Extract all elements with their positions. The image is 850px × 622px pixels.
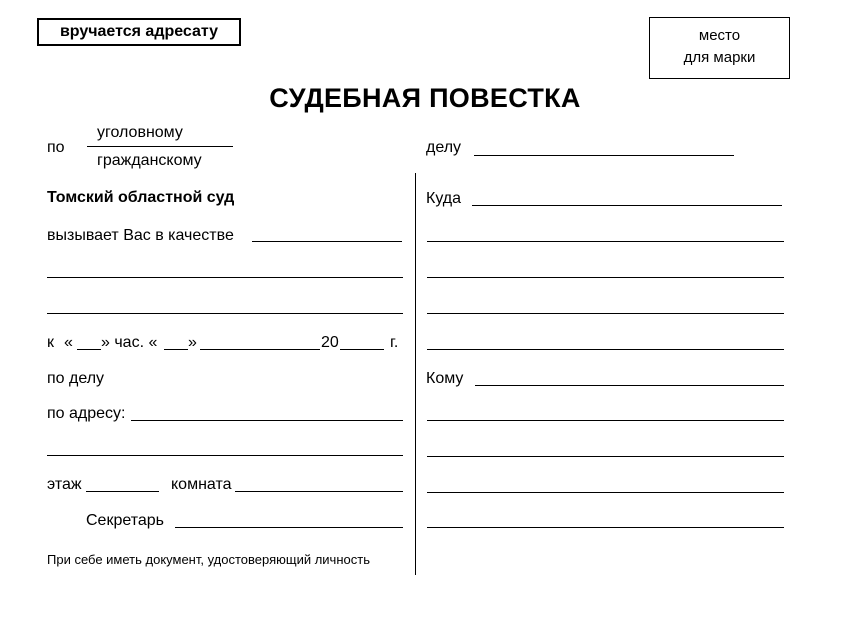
time-quote-open: « (64, 334, 73, 351)
whom-line-3[interactable] (427, 456, 784, 457)
summons-as-label: вызывает Вас в качестве (47, 227, 234, 244)
stamp-label-line1: место (698, 27, 741, 44)
floor-label: этаж (47, 476, 82, 493)
room-label: комната (171, 476, 232, 493)
secretary-signature-line[interactable] (175, 527, 403, 528)
day-blank[interactable] (164, 349, 188, 350)
time-k-label: к (47, 334, 54, 351)
hour-blank[interactable] (77, 349, 101, 350)
whom-line-4[interactable] (427, 492, 784, 493)
whom-line-2[interactable] (427, 420, 784, 421)
secretary-label: Секретарь (86, 512, 164, 529)
where-line-1[interactable] (472, 205, 782, 206)
time-hour-label: » час. « (101, 334, 158, 351)
recipient-badge: вручается адресату (37, 18, 241, 46)
address-line-1[interactable] (131, 420, 403, 421)
address-line-2[interactable] (47, 455, 403, 456)
time-quote-close: » (188, 334, 197, 351)
address-label: по адресу: (47, 405, 126, 422)
time-year-suffix: г. (390, 334, 399, 351)
summons-line-2[interactable] (47, 277, 403, 278)
stamp-label-line2: для марки (683, 49, 756, 66)
po-delu-label: по делу (47, 370, 105, 387)
month-blank[interactable] (200, 349, 320, 350)
case-type-civil: гражданскому (97, 152, 202, 169)
whom-label: Кому (426, 370, 464, 387)
time-year-prefix: 20 (321, 334, 339, 351)
court-name: Томский областной суд (47, 189, 235, 206)
summons-line-3[interactable] (47, 313, 403, 314)
where-line-2[interactable] (427, 241, 784, 242)
where-line-3[interactable] (427, 277, 784, 278)
floor-blank[interactable] (86, 491, 159, 492)
where-line-4[interactable] (427, 313, 784, 314)
stamp-place-box (649, 17, 790, 79)
room-blank[interactable] (235, 491, 403, 492)
id-document-note: При себе иметь документ, удостоверяющий личность (47, 552, 370, 567)
year-blank[interactable] (340, 349, 384, 350)
summons-as-line[interactable] (252, 241, 402, 242)
where-line-5[interactable] (427, 349, 784, 350)
whom-line-1[interactable] (475, 385, 784, 386)
where-label: Куда (426, 190, 462, 207)
case-number-line[interactable] (474, 155, 734, 156)
case-type-divider (87, 146, 233, 147)
page-title: СУДЕБНАЯ ПОВЕСТКА (269, 83, 581, 113)
case-type-criminal: уголовному (97, 124, 183, 141)
case-po-label: по (47, 139, 65, 156)
case-delu-label: делу (426, 139, 462, 156)
whom-line-5[interactable] (427, 527, 784, 528)
column-divider (415, 173, 416, 575)
